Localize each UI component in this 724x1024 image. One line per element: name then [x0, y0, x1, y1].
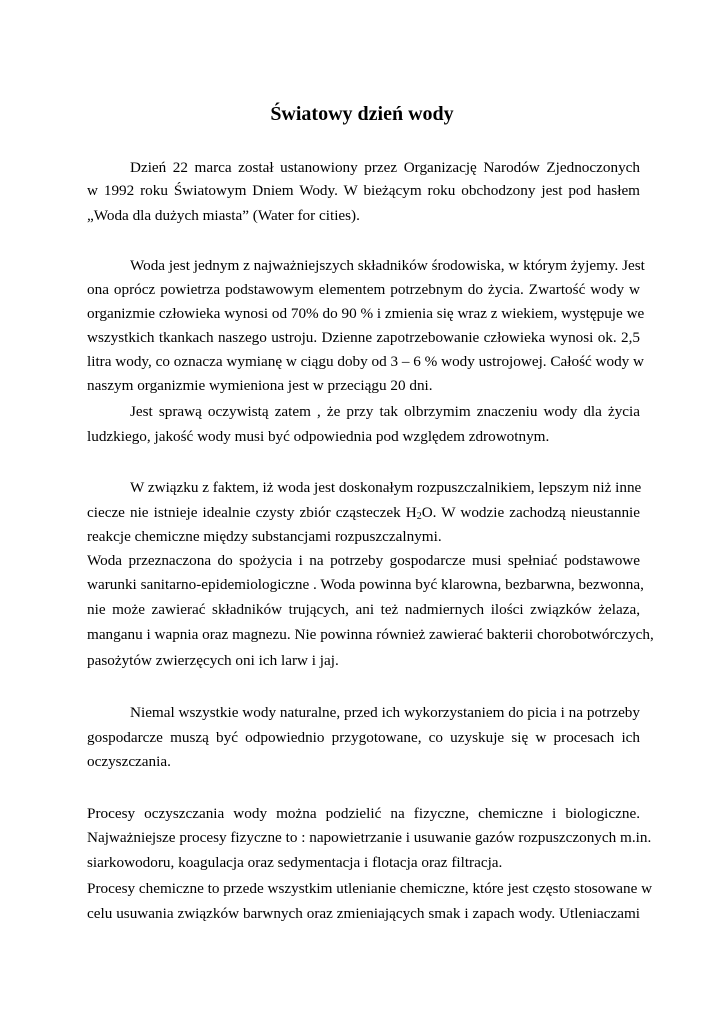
text-line: w 1992 roku Światowym Dniem Wody. W bieżącym roku obchodzony jest pod hasłem — [87, 182, 640, 199]
text-line: Woda przeznaczona do spożycia i na potrzeby gospodarcze musi spełniać podstawowe — [87, 552, 640, 569]
text-line: W związku z faktem, iż woda jest doskonałym rozpuszczalnikiem, lepszym niż inne — [130, 479, 642, 496]
text-line: nie może zawierać składników trujących, ani też nadmiernych ilości związków żelaza, — [87, 601, 640, 618]
text-line: warunki sanitarno-epidemiologiczne . Woda powinna być klarowna, bezbarwna, bezwonna, — [87, 576, 644, 593]
text-line: Jest sprawą oczywistą zatem , że przy tak olbrzymim znaczeniu wody dla życia — [130, 403, 640, 420]
text-line: Dzień 22 marca został ustanowiony przez Organizację Narodów Zjednoczonych — [130, 159, 640, 176]
text-line: Najważniejsze procesy fizyczne to : napowietrzanie i usuwanie gazów rozpuszczonych m.in. — [87, 829, 652, 846]
text-line: ludzkiego, jakość wody musi być odpowiednia pod względem zdrowotnym. — [87, 428, 550, 445]
text-line: manganu i wapnia oraz magnezu. Nie powinna również zawierać bakterii chorobotwórczych, — [87, 626, 654, 643]
text-line: reakcje chemiczne między substancjami rozpuszczalnymi. — [87, 528, 442, 545]
text-line: celu usuwania związków barwnych oraz zmieniających smak i zapach wody. Utleniaczami — [87, 905, 640, 922]
text-line: siarkowodoru, koagulacja oraz sedymentacja i flotacja oraz filtracja. — [87, 854, 503, 871]
subscript: 2 — [416, 511, 422, 522]
text-line: wszystkich tkankach naszego ustroju. Dzienne zapotrzebowanie człowieka wynosi ok. 2,5 — [87, 329, 640, 346]
text-line: litra wody, co oznacza wymianę w ciągu doby od 3 – 6 % wody ustrojowej. Całość wody w — [87, 353, 645, 370]
text-line: Woda jest jednym z najważniejszych składników środowiska, w którym żyjemy. Jest — [130, 257, 645, 274]
text-line: organizmie człowieka wynosi od 70% do 90 % i zmienia się wraz z wiekiem, występuje we — [87, 305, 645, 322]
text-line: Procesy chemiczne to przede wszystkim utlenianie chemiczne, które jest często stosowane w — [87, 880, 653, 897]
page-title: Światowy dzień wody — [270, 103, 454, 125]
text-line: Procesy oczyszczania wody można podzielić na fizyczne, chemiczne i biologiczne. — [87, 805, 640, 822]
text-line: naszym organizmie wymieniona jest w przeciągu 20 dni. — [87, 377, 433, 394]
text-segment: O. W wodzie zachodzą nieustannie — [421, 504, 640, 521]
text-line: oczyszczania. — [87, 753, 171, 770]
text-line: „Woda dla dużych miasta” (Water for cities). — [87, 207, 360, 224]
text-line: ona oprócz powietrza podstawowym elementem potrzebnym do życia. Zwartość wody w — [87, 281, 640, 298]
text-line: Niemal wszystkie wody naturalne, przed ich wykorzystaniem do picia i na potrzeby — [130, 704, 640, 721]
text-line: gospodarcze muszą być odpowiednio przygotowane, co uzyskuje się w procesach ich — [87, 729, 640, 746]
text-segment: ciecze nie istnieje idealnie czysty zbiór cząsteczek H — [87, 504, 417, 521]
text-line — [87, 503, 640, 523]
text-line: pasożytów zwierzęcych oni ich larw i jaj. — [87, 652, 339, 669]
